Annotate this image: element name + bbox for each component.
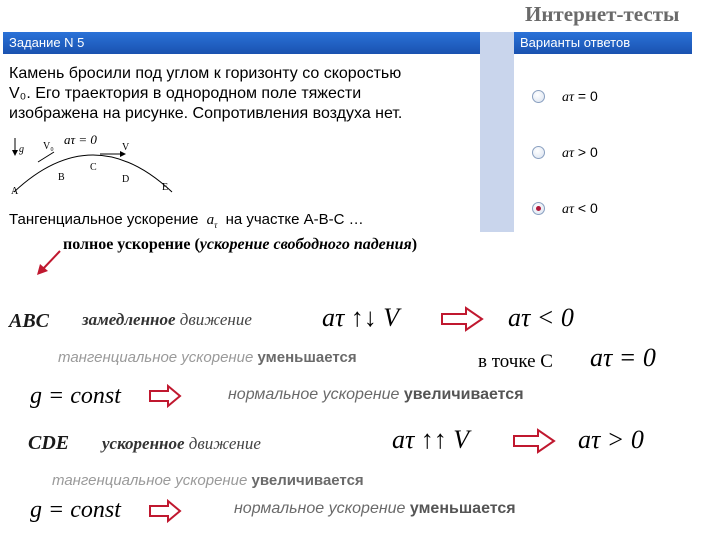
point-c: C (90, 162, 97, 173)
v0-arrow (38, 152, 54, 162)
answers-title: Варианты ответов (520, 35, 631, 50)
site-brand: Интернет-тесты (525, 2, 680, 26)
point-c-result: aτ = 0 (590, 343, 656, 372)
option-relation-3: < 0 (577, 200, 598, 216)
option-label-3 (562, 200, 598, 218)
task-title: Задание N 5 (9, 35, 85, 50)
abc-vector-relation: aτ ↑↓ V (322, 303, 400, 332)
tangential-increases: тангенциальное ускорение увеличивается (52, 472, 364, 489)
gravity-arrow-head (12, 150, 18, 156)
task-line-3: изображена на рисунке. Сопротивления воздуха нет. (9, 105, 403, 122)
g-const-1: g = const (30, 383, 121, 409)
task-statement (9, 64, 469, 124)
v0-label: V₀ (43, 141, 54, 152)
cde-implies-arrow (512, 428, 556, 454)
question-tail: на участке А-В-С … (225, 211, 364, 228)
v-label: V (122, 142, 130, 153)
slow-motion-label: замедленное движение (82, 310, 252, 329)
abc-implies-arrow (440, 306, 484, 332)
option-label-2 (562, 144, 598, 162)
at-point-c-label: в точке С (478, 351, 553, 372)
g-const-arrow-1 (148, 384, 182, 408)
fast-motion-label: ускоренное движение (102, 434, 261, 453)
option-relation-1: = 0 (577, 88, 598, 104)
option-radio-2[interactable] (532, 146, 545, 159)
question-symbol: $a_\tau$ (206, 212, 218, 230)
abc-result: aτ < 0 (508, 303, 574, 332)
at-zero-label: aτ = 0 (64, 132, 97, 147)
full-acceleration-note: полное ускорение (ускорение свободного падения) (63, 236, 418, 253)
tangential-decreases: тангенциальное ускорение уменьшается (58, 349, 357, 366)
point-e: E (162, 182, 169, 193)
task-line-1: Камень бросили под углом к горизонту со скоростью (9, 65, 402, 82)
point-d: D (122, 174, 130, 185)
option-symbol-1: aτ (562, 90, 575, 105)
question-line (9, 211, 364, 230)
g-const-2: g = const (30, 497, 121, 523)
abc-label: ABC (9, 310, 50, 332)
pointer-arrow (34, 248, 64, 278)
answers-title-bar (514, 32, 692, 54)
cde-result: aτ > 0 (578, 425, 644, 454)
point-b: B (58, 172, 65, 183)
option-radio-3[interactable] (532, 202, 545, 215)
option-label-1 (562, 88, 598, 106)
task-line-2: V₀. Его траектория в однородном поле тяжести (9, 85, 362, 102)
column-separator (480, 32, 514, 232)
cde-label: CDE (28, 432, 70, 454)
question-text: Тангенциальное ускорение (9, 211, 199, 228)
g-const-arrow-2 (148, 499, 182, 523)
trajectory-figure (8, 130, 183, 200)
option-symbol-3: aτ (562, 202, 575, 217)
task-title-bar (3, 32, 480, 54)
trajectory-curve (14, 155, 172, 192)
normal-increases: нормальное ускорение увеличивается (228, 386, 524, 403)
option-relation-2: > 0 (577, 144, 598, 160)
option-symbol-2: aτ (562, 146, 575, 161)
g-label: g (19, 144, 24, 155)
option-radio-1[interactable] (532, 90, 545, 103)
cde-vector-relation: aτ ↑↑ V (392, 425, 470, 454)
point-a: A (11, 186, 19, 197)
normal-decreases: нормальное ускорение уменьшается (234, 500, 516, 517)
